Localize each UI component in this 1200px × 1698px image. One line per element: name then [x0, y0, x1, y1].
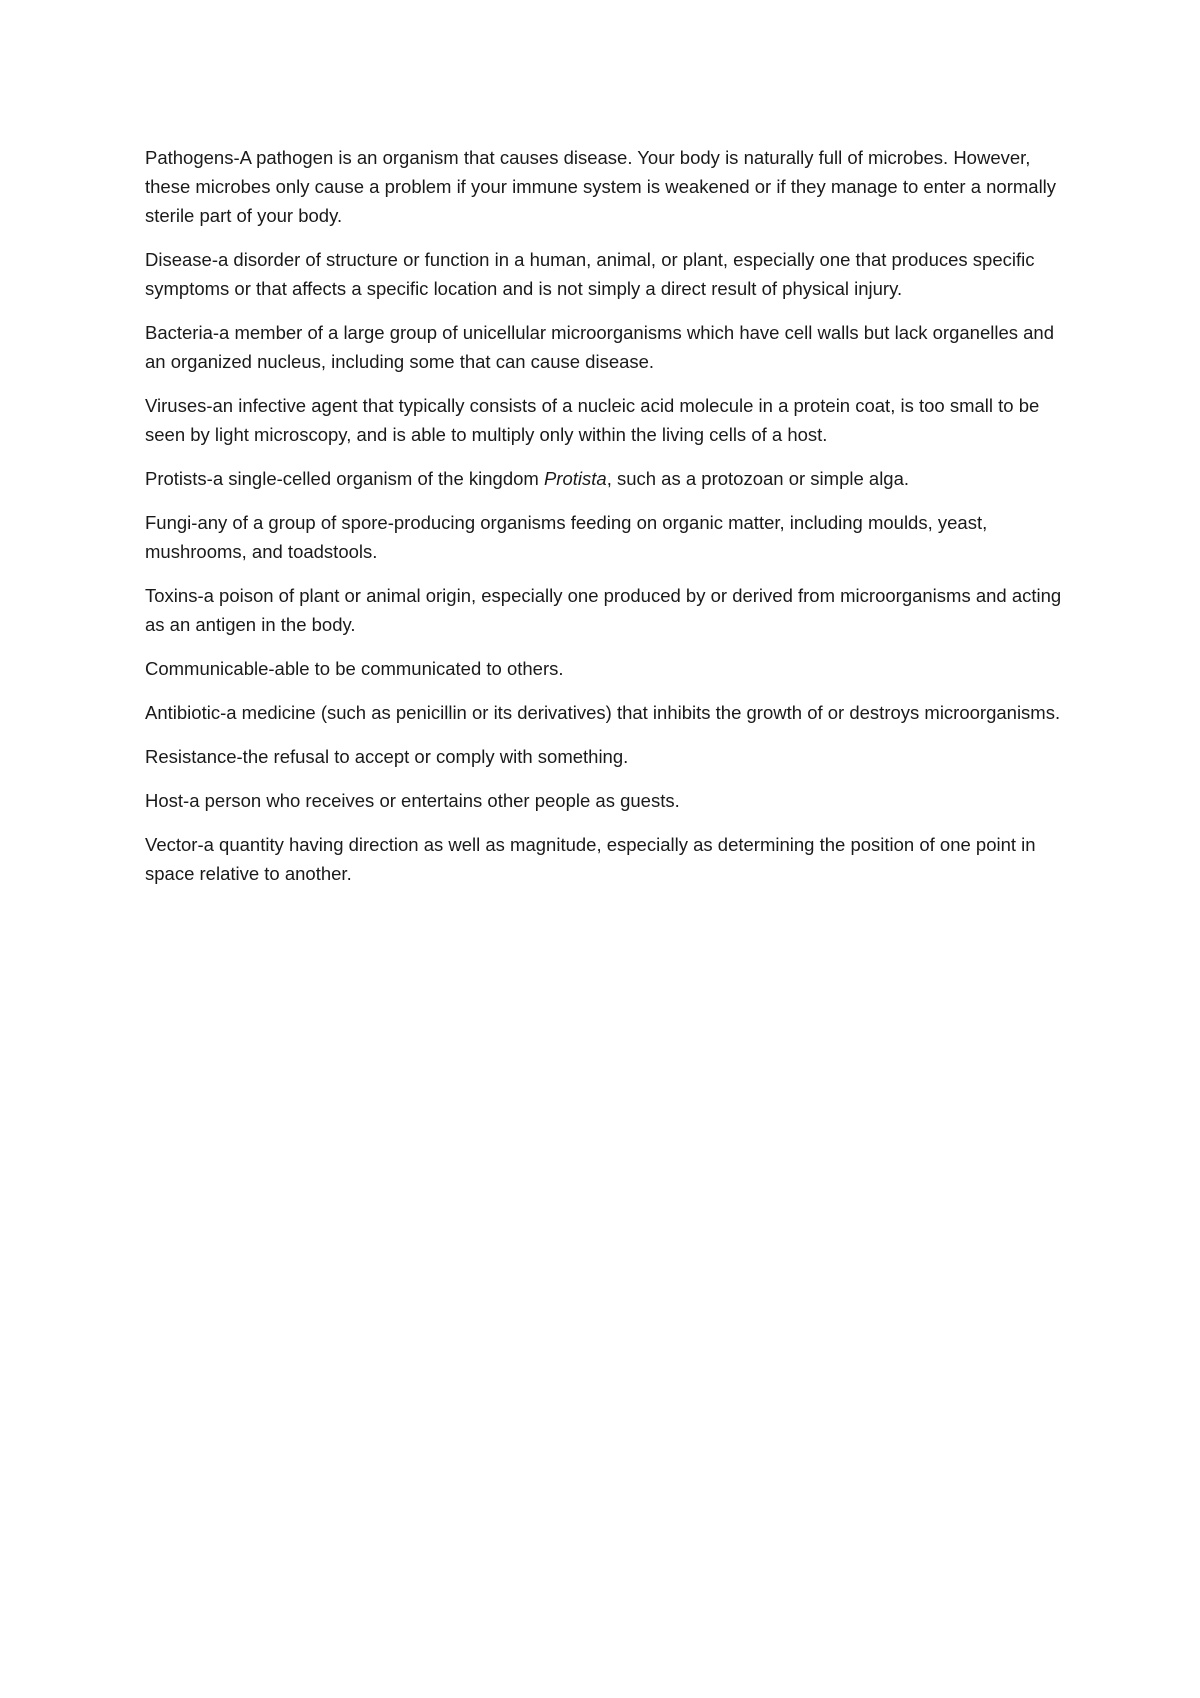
definition-host: Host-a person who receives or entertains other people as guests. — [145, 790, 680, 811]
definition-pathogens: Pathogens-A pathogen is an organism that causes disease. Your body is naturally full of microbes. However, these microbes only cause a problem if your immune system is weakened or if they manage to enter a normally sterile part of your body. — [145, 147, 1057, 226]
definition-resistance: Resistance-the refusal to accept or comply with something. — [145, 746, 629, 767]
definition-bacteria: Bacteria-a member of a large group of unicellular microorganisms which have cell walls but lack organelles and an organized nucleus, including some that can cause disease. — [145, 322, 1054, 372]
definition-communicable: Communicable-able to be communicated to others. — [145, 658, 564, 679]
definition-viruses: Viruses-an infective agent that typically consists of a nucleic acid molecule in a protein coat, is too small to be seen by light microscopy, and is able to multiply only within the living cells of a host. — [145, 395, 1040, 445]
definition-protists-after: , such as a protozoan or simple alga. — [606, 468, 910, 489]
definition-disease: Disease-a disorder of structure or function in a human, animal, or plant, especially one that produces specific symptoms or that affects a specific location and is not simply a direct result of physical injury. — [145, 249, 1035, 299]
definition-protists-before: Protists-a single-celled organism of the kingdom — [145, 468, 544, 489]
definition-toxins: Toxins-a poison of plant or animal origin, especially one produced by or derived from microorganisms and acting as an antigen in the body. — [145, 585, 1062, 635]
definition-antibiotic: Antibiotic-a medicine (such as penicillin or its derivatives) that inhibits the growth of or destroys microorganisms. — [145, 702, 1061, 723]
document-body — [145, 143, 1065, 903]
definition-protists — [145, 464, 1065, 493]
definition-protists-italic: Protista — [543, 468, 607, 489]
definition-fungi: Fungi-any of a group of spore-producing organisms feeding on organic matter, including moulds, yeast, mushrooms, and toadstools. — [145, 512, 988, 562]
definition-vector: Vector-a quantity having direction as well as magnitude, especially as determining the position of one point in space relative to another. — [145, 834, 1036, 884]
